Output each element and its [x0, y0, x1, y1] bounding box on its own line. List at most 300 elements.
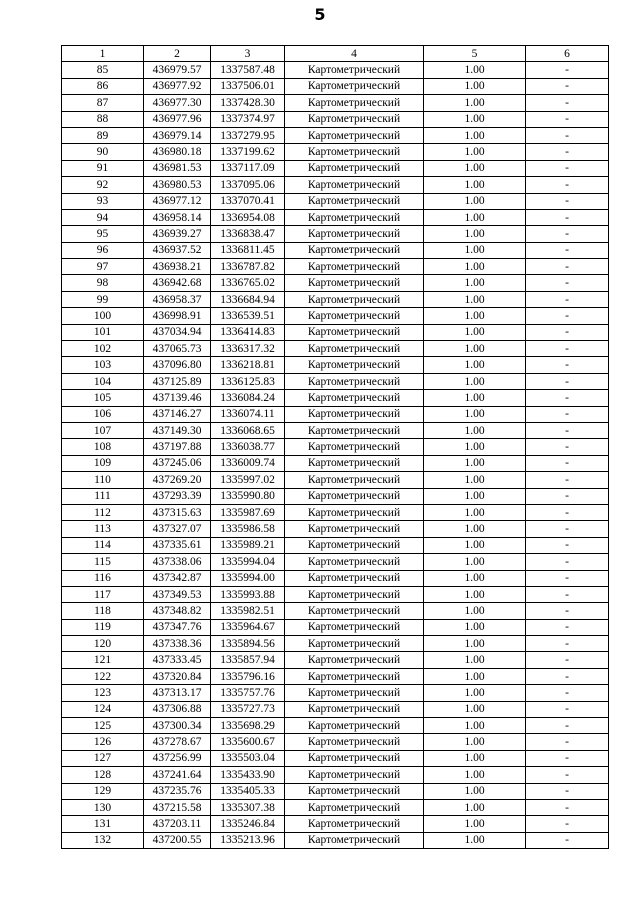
cell-y-coordinate: 1336539.51: [211, 308, 285, 324]
cell-y-coordinate: 1335990.80: [211, 488, 285, 504]
cell-x-coordinate: 436977.96: [144, 111, 211, 127]
cell-accuracy: 1.00: [424, 521, 526, 537]
table-row: [62, 685, 609, 701]
cell-y-coordinate: 1336218.81: [211, 357, 285, 373]
cell-accuracy: 1.00: [424, 816, 526, 832]
table-row: [62, 734, 609, 750]
cell-y-coordinate: 1335433.90: [211, 767, 285, 783]
table-row: [62, 570, 609, 586]
cell-point-number: 101: [62, 324, 144, 340]
table-row: [62, 668, 609, 684]
table-row: [62, 603, 609, 619]
cell-y-coordinate: 1335307.38: [211, 799, 285, 815]
cell-description: -: [526, 209, 609, 225]
cell-accuracy: 1.00: [424, 291, 526, 307]
cell-y-coordinate: 1335796.16: [211, 668, 285, 684]
cell-method: Картометрический: [285, 111, 424, 127]
cell-description: -: [526, 799, 609, 815]
cell-description: -: [526, 324, 609, 340]
cell-accuracy: 1.00: [424, 767, 526, 783]
cell-accuracy: 1.00: [424, 259, 526, 275]
cell-method: Картометрический: [285, 406, 424, 422]
cell-x-coordinate: 437139.46: [144, 390, 211, 406]
cell-point-number: 125: [62, 718, 144, 734]
cell-method: Картометрический: [285, 701, 424, 717]
cell-accuracy: 1.00: [424, 127, 526, 143]
cell-method: Картометрический: [285, 242, 424, 258]
cell-x-coordinate: 437338.36: [144, 636, 211, 652]
cell-method: Картометрический: [285, 734, 424, 750]
table-row: [62, 750, 609, 766]
cell-y-coordinate: 1336038.77: [211, 439, 285, 455]
cell-method: Картометрический: [285, 193, 424, 209]
cell-description: -: [526, 767, 609, 783]
cell-x-coordinate: 436977.92: [144, 78, 211, 94]
cell-x-coordinate: 437096.80: [144, 357, 211, 373]
table-row: [62, 78, 609, 94]
cell-accuracy: 1.00: [424, 685, 526, 701]
cell-point-number: 91: [62, 160, 144, 176]
table-row: [62, 554, 609, 570]
cell-accuracy: 1.00: [424, 554, 526, 570]
cell-point-number: 111: [62, 488, 144, 504]
cell-y-coordinate: 1337070.41: [211, 193, 285, 209]
cell-accuracy: 1.00: [424, 504, 526, 520]
table-row: [62, 341, 609, 357]
cell-description: -: [526, 504, 609, 520]
cell-point-number: 108: [62, 439, 144, 455]
cell-method: Картометрический: [285, 504, 424, 520]
cell-x-coordinate: 436938.21: [144, 259, 211, 275]
cell-description: -: [526, 373, 609, 389]
cell-description: -: [526, 734, 609, 750]
cell-description: -: [526, 275, 609, 291]
table-row: [62, 521, 609, 537]
cell-x-coordinate: 437149.30: [144, 422, 211, 438]
cell-x-coordinate: 436979.57: [144, 62, 211, 78]
cell-accuracy: 1.00: [424, 390, 526, 406]
header-cell-accuracy: 5: [424, 46, 526, 62]
cell-point-number: 102: [62, 341, 144, 357]
cell-point-number: 122: [62, 668, 144, 684]
cell-point-number: 90: [62, 144, 144, 160]
header-cell-point-number: 1: [62, 46, 144, 62]
cell-method: Картометрический: [285, 62, 424, 78]
table-row: [62, 111, 609, 127]
cell-description: -: [526, 357, 609, 373]
table-row: [62, 701, 609, 717]
cell-method: Картометрический: [285, 767, 424, 783]
cell-description: -: [526, 619, 609, 635]
cell-point-number: 113: [62, 521, 144, 537]
cell-y-coordinate: 1335600.67: [211, 734, 285, 750]
cell-point-number: 103: [62, 357, 144, 373]
cell-x-coordinate: 437293.39: [144, 488, 211, 504]
cell-description: -: [526, 455, 609, 471]
cell-x-coordinate: 437125.89: [144, 373, 211, 389]
cell-method: Картометрический: [285, 209, 424, 225]
cell-point-number: 129: [62, 783, 144, 799]
cell-method: Картометрический: [285, 799, 424, 815]
table-row: [62, 373, 609, 389]
cell-method: Картометрический: [285, 127, 424, 143]
cell-x-coordinate: 437327.07: [144, 521, 211, 537]
cell-point-number: 117: [62, 586, 144, 602]
cell-accuracy: 1.00: [424, 324, 526, 340]
cell-x-coordinate: 437335.61: [144, 537, 211, 553]
cell-point-number: 93: [62, 193, 144, 209]
table-row: [62, 127, 609, 143]
cell-description: -: [526, 177, 609, 193]
cell-x-coordinate: 437315.63: [144, 504, 211, 520]
cell-y-coordinate: 1336787.82: [211, 259, 285, 275]
cell-accuracy: 1.00: [424, 341, 526, 357]
header-row: [62, 46, 609, 62]
cell-accuracy: 1.00: [424, 455, 526, 471]
cell-y-coordinate: 1335727.73: [211, 701, 285, 717]
cell-point-number: 105: [62, 390, 144, 406]
cell-accuracy: 1.00: [424, 422, 526, 438]
cell-point-number: 98: [62, 275, 144, 291]
table-row: [62, 586, 609, 602]
cell-point-number: 85: [62, 62, 144, 78]
cell-y-coordinate: 1335986.58: [211, 521, 285, 537]
cell-point-number: 96: [62, 242, 144, 258]
cell-method: Картометрический: [285, 357, 424, 373]
cell-method: Картометрический: [285, 324, 424, 340]
cell-method: Картометрический: [285, 537, 424, 553]
cell-x-coordinate: 437241.64: [144, 767, 211, 783]
cell-x-coordinate: 437306.88: [144, 701, 211, 717]
cell-method: Картометрический: [285, 308, 424, 324]
cell-x-coordinate: 437034.94: [144, 324, 211, 340]
cell-method: Картометрический: [285, 668, 424, 684]
cell-x-coordinate: 436981.53: [144, 160, 211, 176]
cell-x-coordinate: 437338.06: [144, 554, 211, 570]
cell-description: -: [526, 832, 609, 848]
table-row: [62, 259, 609, 275]
cell-method: Картометрический: [285, 160, 424, 176]
cell-accuracy: 1.00: [424, 111, 526, 127]
cell-method: Картометрический: [285, 78, 424, 94]
cell-method: Картометрический: [285, 832, 424, 848]
cell-description: -: [526, 603, 609, 619]
table-row: [62, 226, 609, 242]
table-row: [62, 177, 609, 193]
cell-description: -: [526, 160, 609, 176]
cell-x-coordinate: 436980.18: [144, 144, 211, 160]
table-row: [62, 488, 609, 504]
cell-x-coordinate: 436980.53: [144, 177, 211, 193]
table-row: [62, 504, 609, 520]
cell-description: -: [526, 242, 609, 258]
table-row: [62, 324, 609, 340]
cell-accuracy: 1.00: [424, 799, 526, 815]
cell-x-coordinate: 437256.99: [144, 750, 211, 766]
cell-description: -: [526, 341, 609, 357]
cell-method: Картометрический: [285, 570, 424, 586]
cell-description: -: [526, 193, 609, 209]
cell-y-coordinate: 1335989.21: [211, 537, 285, 553]
cell-description: -: [526, 62, 609, 78]
cell-description: -: [526, 537, 609, 553]
cell-x-coordinate: 437269.20: [144, 472, 211, 488]
cell-description: -: [526, 816, 609, 832]
cell-x-coordinate: 436979.14: [144, 127, 211, 143]
cell-accuracy: 1.00: [424, 472, 526, 488]
table-row: [62, 291, 609, 307]
cell-x-coordinate: 437349.53: [144, 586, 211, 602]
table-row: [62, 406, 609, 422]
cell-y-coordinate: 1336009.74: [211, 455, 285, 471]
cell-y-coordinate: 1337095.06: [211, 177, 285, 193]
cell-y-coordinate: 1335405.33: [211, 783, 285, 799]
cell-description: -: [526, 308, 609, 324]
cell-method: Картометрический: [285, 783, 424, 799]
cell-description: -: [526, 226, 609, 242]
table-row: [62, 767, 609, 783]
table-row: [62, 308, 609, 324]
cell-point-number: 92: [62, 177, 144, 193]
cell-point-number: 89: [62, 127, 144, 143]
cell-x-coordinate: 437313.17: [144, 685, 211, 701]
cell-accuracy: 1.00: [424, 439, 526, 455]
cell-accuracy: 1.00: [424, 357, 526, 373]
cell-accuracy: 1.00: [424, 750, 526, 766]
cell-method: Картометрический: [285, 652, 424, 668]
cell-method: Картометрический: [285, 816, 424, 832]
cell-x-coordinate: 436939.27: [144, 226, 211, 242]
cell-y-coordinate: 1336954.08: [211, 209, 285, 225]
cell-y-coordinate: 1336125.83: [211, 373, 285, 389]
cell-description: -: [526, 439, 609, 455]
cell-description: -: [526, 750, 609, 766]
cell-x-coordinate: 436977.30: [144, 95, 211, 111]
cell-description: -: [526, 127, 609, 143]
cell-point-number: 94: [62, 209, 144, 225]
cell-accuracy: 1.00: [424, 160, 526, 176]
cell-x-coordinate: 437146.27: [144, 406, 211, 422]
cell-y-coordinate: 1337279.95: [211, 127, 285, 143]
cell-method: Картометрический: [285, 636, 424, 652]
cell-y-coordinate: 1335982.51: [211, 603, 285, 619]
table-row: [62, 832, 609, 848]
cell-x-coordinate: 437245.06: [144, 455, 211, 471]
cell-description: -: [526, 783, 609, 799]
table-row: [62, 619, 609, 635]
cell-method: Картометрический: [285, 341, 424, 357]
cell-accuracy: 1.00: [424, 783, 526, 799]
cell-method: Картометрический: [285, 472, 424, 488]
cell-point-number: 118: [62, 603, 144, 619]
cell-accuracy: 1.00: [424, 373, 526, 389]
cell-point-number: 110: [62, 472, 144, 488]
cell-description: -: [526, 718, 609, 734]
cell-y-coordinate: 1336684.94: [211, 291, 285, 307]
cell-y-coordinate: 1335997.02: [211, 472, 285, 488]
cell-y-coordinate: 1335964.67: [211, 619, 285, 635]
cell-accuracy: 1.00: [424, 619, 526, 635]
cell-point-number: 127: [62, 750, 144, 766]
cell-y-coordinate: 1336414.83: [211, 324, 285, 340]
table-row: [62, 357, 609, 373]
table-body: [62, 62, 609, 849]
cell-method: Картометрический: [285, 554, 424, 570]
cell-description: -: [526, 488, 609, 504]
cell-point-number: 116: [62, 570, 144, 586]
cell-x-coordinate: 437278.67: [144, 734, 211, 750]
cell-description: -: [526, 111, 609, 127]
cell-accuracy: 1.00: [424, 226, 526, 242]
cell-accuracy: 1.00: [424, 488, 526, 504]
cell-point-number: 86: [62, 78, 144, 94]
cell-description: -: [526, 472, 609, 488]
cell-method: Картометрический: [285, 603, 424, 619]
cell-point-number: 112: [62, 504, 144, 520]
cell-description: -: [526, 685, 609, 701]
cell-y-coordinate: 1335503.04: [211, 750, 285, 766]
cell-method: Картометрический: [285, 455, 424, 471]
cell-point-number: 87: [62, 95, 144, 111]
cell-method: Картометрический: [285, 586, 424, 602]
cell-x-coordinate: 437300.34: [144, 718, 211, 734]
cell-y-coordinate: 1336084.24: [211, 390, 285, 406]
cell-point-number: 95: [62, 226, 144, 242]
cell-point-number: 131: [62, 816, 144, 832]
cell-y-coordinate: 1335857.94: [211, 652, 285, 668]
cell-accuracy: 1.00: [424, 603, 526, 619]
cell-point-number: 126: [62, 734, 144, 750]
cell-description: -: [526, 701, 609, 717]
cell-point-number: 115: [62, 554, 144, 570]
cell-x-coordinate: 436937.52: [144, 242, 211, 258]
cell-method: Картометрический: [285, 422, 424, 438]
cell-y-coordinate: 1335757.76: [211, 685, 285, 701]
cell-point-number: 124: [62, 701, 144, 717]
cell-description: -: [526, 570, 609, 586]
cell-point-number: 119: [62, 619, 144, 635]
coordinates-table: [61, 45, 609, 849]
cell-x-coordinate: 437342.87: [144, 570, 211, 586]
cell-accuracy: 1.00: [424, 734, 526, 750]
cell-method: Картометрический: [285, 521, 424, 537]
cell-x-coordinate: 437197.88: [144, 439, 211, 455]
table-row: [62, 242, 609, 258]
cell-y-coordinate: 1335894.56: [211, 636, 285, 652]
cell-y-coordinate: 1337117.09: [211, 160, 285, 176]
cell-description: -: [526, 95, 609, 111]
cell-description: -: [526, 652, 609, 668]
cell-point-number: 130: [62, 799, 144, 815]
cell-x-coordinate: 437320.84: [144, 668, 211, 684]
cell-description: -: [526, 390, 609, 406]
cell-accuracy: 1.00: [424, 95, 526, 111]
cell-accuracy: 1.00: [424, 275, 526, 291]
cell-method: Картометрический: [285, 259, 424, 275]
table-row: [62, 783, 609, 799]
cell-point-number: 132: [62, 832, 144, 848]
cell-accuracy: 1.00: [424, 78, 526, 94]
table-row: [62, 455, 609, 471]
cell-y-coordinate: 1335993.88: [211, 586, 285, 602]
cell-y-coordinate: 1336838.47: [211, 226, 285, 242]
header-cell-method: 4: [285, 46, 424, 62]
cell-x-coordinate: 437235.76: [144, 783, 211, 799]
table-row: [62, 209, 609, 225]
cell-accuracy: 1.00: [424, 718, 526, 734]
table-row: [62, 537, 609, 553]
table-row: [62, 62, 609, 78]
cell-accuracy: 1.00: [424, 537, 526, 553]
table-row: [62, 275, 609, 291]
cell-method: Картометрический: [285, 275, 424, 291]
cell-x-coordinate: 437200.55: [144, 832, 211, 848]
cell-accuracy: 1.00: [424, 668, 526, 684]
cell-x-coordinate: 436977.12: [144, 193, 211, 209]
cell-y-coordinate: 1336074.11: [211, 406, 285, 422]
cell-accuracy: 1.00: [424, 832, 526, 848]
cell-method: Картометрический: [285, 177, 424, 193]
cell-method: Картометрический: [285, 619, 424, 635]
cell-y-coordinate: 1337374.97: [211, 111, 285, 127]
cell-x-coordinate: 437348.82: [144, 603, 211, 619]
cell-point-number: 104: [62, 373, 144, 389]
cell-method: Картометрический: [285, 373, 424, 389]
cell-y-coordinate: 1336765.02: [211, 275, 285, 291]
page-number: 5: [314, 5, 326, 24]
cell-point-number: 100: [62, 308, 144, 324]
cell-point-number: 123: [62, 685, 144, 701]
cell-point-number: 128: [62, 767, 144, 783]
cell-y-coordinate: 1335246.84: [211, 816, 285, 832]
table-row: [62, 636, 609, 652]
cell-accuracy: 1.00: [424, 636, 526, 652]
cell-y-coordinate: 1337506.01: [211, 78, 285, 94]
cell-accuracy: 1.00: [424, 406, 526, 422]
cell-y-coordinate: 1335994.00: [211, 570, 285, 586]
cell-method: Картометрический: [285, 718, 424, 734]
cell-method: Картометрический: [285, 144, 424, 160]
header-cell-description: 6: [526, 46, 609, 62]
cell-point-number: 114: [62, 537, 144, 553]
cell-point-number: 107: [62, 422, 144, 438]
table-row: [62, 193, 609, 209]
cell-x-coordinate: 437215.58: [144, 799, 211, 815]
cell-accuracy: 1.00: [424, 209, 526, 225]
cell-description: -: [526, 668, 609, 684]
cell-y-coordinate: 1335213.96: [211, 832, 285, 848]
table-row: [62, 160, 609, 176]
table-row: [62, 144, 609, 160]
cell-x-coordinate: 437333.45: [144, 652, 211, 668]
cell-accuracy: 1.00: [424, 62, 526, 78]
cell-x-coordinate: 436958.14: [144, 209, 211, 225]
cell-accuracy: 1.00: [424, 177, 526, 193]
cell-method: Картометрический: [285, 226, 424, 242]
cell-y-coordinate: 1337587.48: [211, 62, 285, 78]
cell-description: -: [526, 422, 609, 438]
cell-point-number: 106: [62, 406, 144, 422]
cell-point-number: 97: [62, 259, 144, 275]
table-row: [62, 799, 609, 815]
cell-x-coordinate: 437203.11: [144, 816, 211, 832]
cell-description: -: [526, 291, 609, 307]
cell-point-number: 88: [62, 111, 144, 127]
cell-x-coordinate: 437065.73: [144, 341, 211, 357]
table-header: [62, 46, 609, 62]
cell-description: -: [526, 521, 609, 537]
cell-y-coordinate: 1336068.65: [211, 422, 285, 438]
